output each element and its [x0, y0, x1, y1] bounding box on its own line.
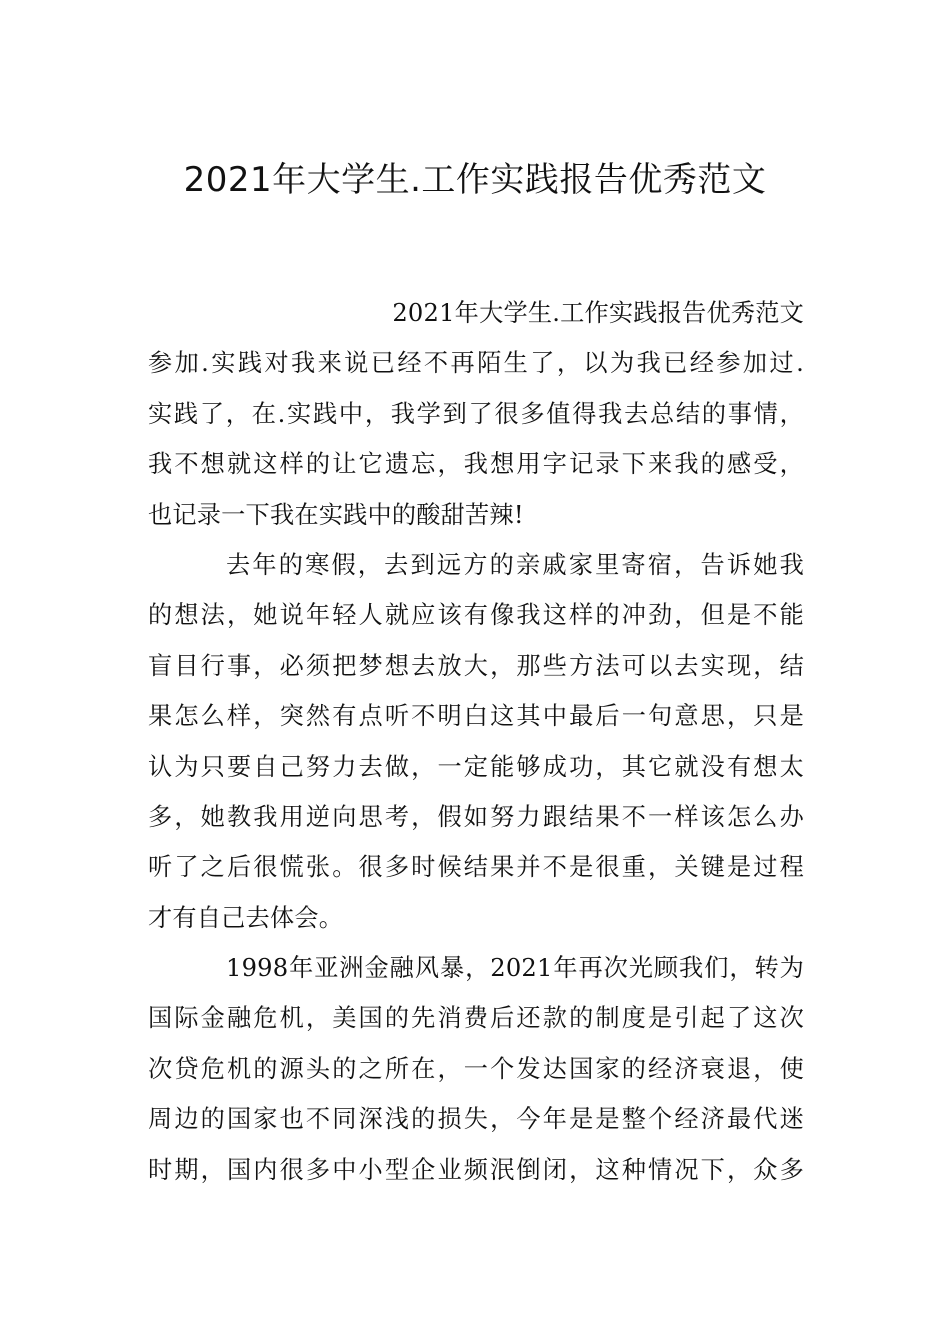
text-line: 的想法，她说年轻人就应该有像我这样的冲劲，但是不能: [148, 601, 804, 630]
text-line: 时期，国内很多中小型企业频泯倒闭，这种情况下，众多: [148, 1155, 804, 1184]
text-line: 多，她教我用逆向思考，假如努力跟结果不一样该怎么办: [148, 802, 804, 831]
text-line: 去年的寒假，去到远方的亲戚家里寄宿，告诉她我: [226, 550, 804, 579]
text-line: 周边的国家也不同深浅的损失，今年是是整个经济最代迷: [148, 1105, 804, 1134]
text-line: 我不想就这样的让它遗忘，我想用字记录下来我的感受，: [148, 450, 804, 479]
text-line: 参加.实践对我来说已经不再陌生了，以为我已经参加过.: [148, 349, 804, 378]
document-title: 2021年大学生.工作实践报告优秀范文: [183, 160, 767, 200]
text-line: 实践了，在.实践中，我学到了很多值得我去总结的事情，: [148, 399, 804, 428]
paragraph-2: [148, 540, 804, 943]
text-line: 2021年大学生.工作实践报告优秀范文: [392, 299, 804, 327]
paragraph-1: [148, 338, 804, 540]
text-line: 才有自己去体会。: [148, 903, 344, 932]
text-line: 也记录一下我在实践中的酸甜苦辣!: [148, 500, 524, 529]
text-line: 1998年亚洲金融风暴，2021年再次光顾我们，转为: [226, 954, 804, 983]
text-line: 听了之后很慌张。很多时候结果并不是很重，关键是过程: [148, 853, 804, 882]
paragraph-subtitle: [148, 288, 804, 338]
document-body: [148, 288, 804, 1195]
text-line: 盲目行事，必须把梦想去放大，那些方法可以去实现，结: [148, 651, 804, 680]
text-line: 果怎么样，突然有点听不明白这其中最后一句意思，只是: [148, 702, 804, 731]
text-line: 次贷危机的源头的之所在，一个发达国家的经济衰退，使: [148, 1054, 804, 1083]
text-line: 国际金融危机，美国的先消费后还款的制度是引起了这次: [148, 1004, 804, 1033]
paragraph-3: [148, 943, 804, 1195]
text-line: 认为只要自己努力去做，一定能够成功，其它就没有想太: [148, 752, 804, 781]
